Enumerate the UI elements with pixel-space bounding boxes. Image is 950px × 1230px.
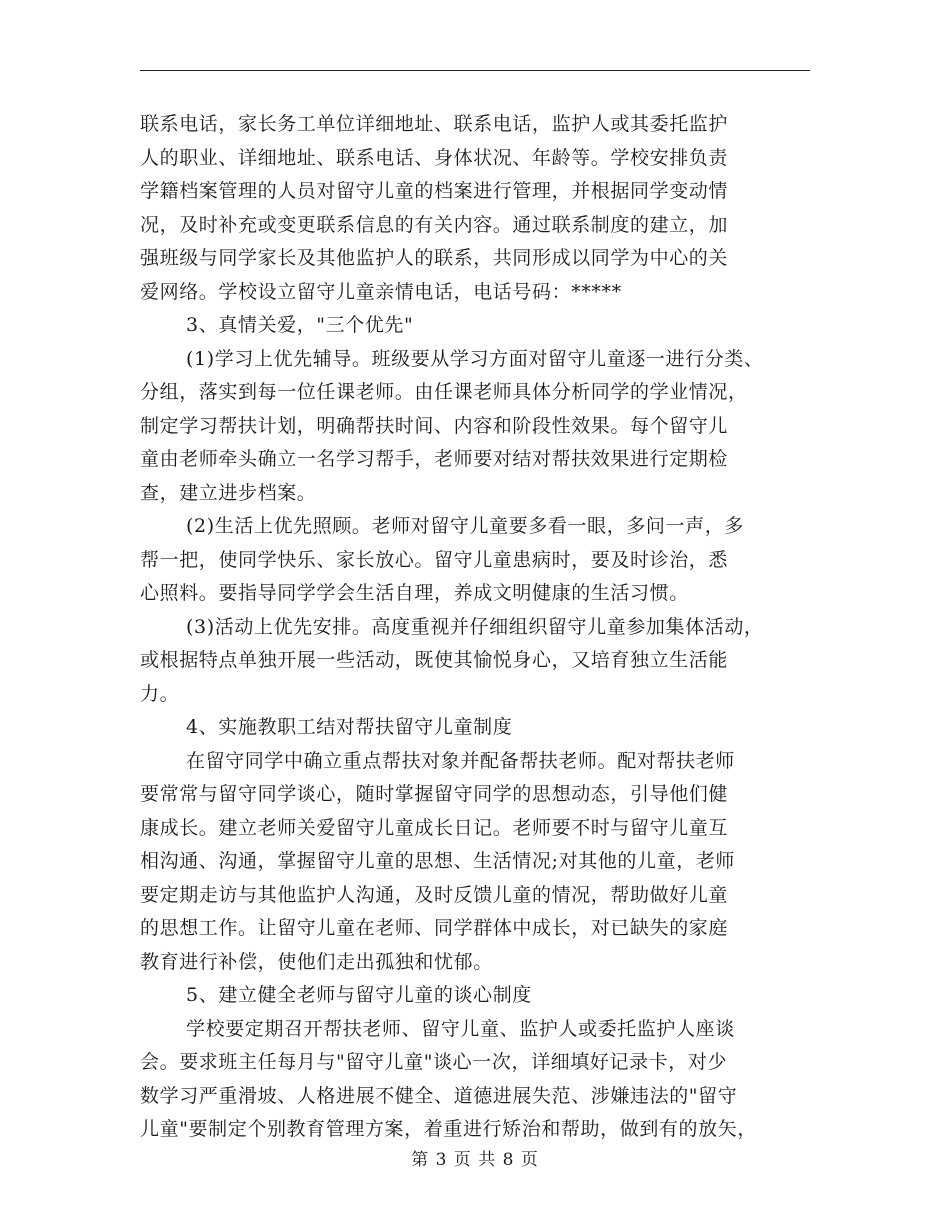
page-number-label: 第 3 页 共 8 页 [411, 1150, 539, 1170]
text-line: 帮一把，使同学快乐、家长放心。留守儿童患病时，要及时诊治，悉 [140, 548, 729, 571]
document-body [140, 108, 820, 1147]
text-line: 4、实施教职工结对帮扶留守儿童制度 [186, 716, 513, 738]
text-line: 要常常与留守同学谈心，随时掌握留守同学的思想动态，引导他们健 [140, 783, 729, 805]
text-line: (1)学习上优先辅导。班级要从学习方面对留守儿童逐一进行分类、 [186, 347, 764, 370]
text-line: 童由老师牵头确立一名学习帮手，老师要对结对帮扶效果进行定期检 [140, 448, 729, 470]
text-line: 制定学习帮扶计划，明确帮扶时间、内容和阶段性效果。每个留守儿 [140, 414, 729, 437]
header-rule [140, 70, 810, 71]
text-line: 教育进行补偿，使他们走出孤独和忧郁。 [140, 950, 493, 973]
text-line: 会。要求班主任每月与"留守儿童"谈心一次，详细填好记录卡，对少 [140, 1051, 728, 1073]
text-line: 相沟通、沟通，掌握留守儿童的思想、生活情况;对其他的儿童，老师 [140, 850, 736, 872]
page-footer [0, 1145, 950, 1170]
text-line: 心照料。要指导同学学会生活自理，养成文明健康的生活习惯。 [140, 582, 689, 604]
text-line: 在留守同学中确立重点帮扶对象并配备帮扶老师。配对帮扶老师 [186, 749, 735, 772]
text-line: 人的职业、详细地址、联系电话、身体状况、年龄等。学校安排负责 [140, 146, 729, 169]
text-line: 联系电话，家长务工单位详细地址、联系电话，监护人或其委托监护 [140, 113, 729, 135]
text-line: 况，及时补充或变更联系信息的有关内容。通过联系制度的建立，加 [140, 213, 729, 236]
text-line: 儿童"要制定个别教育管理方案，着重进行矫治和帮助，做到有的放矢， [140, 1118, 757, 1140]
text-line: 5、建立健全老师与留守儿童的谈心制度 [186, 984, 532, 1006]
text-line: 学校要定期召开帮扶老师、留守儿童、监护人或委托监护人座谈 [186, 1017, 735, 1040]
text-line: (2)生活上优先照顾。老师对留守儿童要多看一眼，多问一声，多 [186, 515, 744, 537]
text-line: 爱网络。学校设立留守儿童亲情电话，电话号码：***** [140, 280, 622, 303]
text-line: 要定期走访与其他监护人沟通，及时反馈儿童的情况，帮助做好儿童 [140, 883, 729, 906]
text-line: 康成长。建立老师关爱留守儿童成长日记。老师要不时与留守儿童互 [140, 816, 729, 839]
text-line: 的思想工作。让留守儿童在老师、同学群体中成长，对已缺失的家庭 [140, 917, 729, 939]
text-line: 学籍档案管理的人员对留守儿童的档案进行管理，并根据同学变动情 [140, 180, 729, 202]
text-line: 查，建立进步档案。 [140, 481, 317, 504]
text-line: 分组，落实到每一位任课老师。由任课老师具体分析同学的学业情况， [140, 381, 748, 403]
text-line: (3)活动上优先安排。高度重视并仔细组织留守儿童参加集体活动， [186, 615, 764, 638]
text-line: 或根据特点单独开展一些活动，既使其愉悦身心，又培育独立生活能 [140, 649, 729, 671]
text-line: 3、真情关爱，"三个优先" [186, 314, 414, 336]
text-line: 强班级与同学家长及其他监护人的联系，共同形成以同学为中心的关 [140, 247, 729, 269]
text-line: 力。 [140, 682, 180, 705]
text-line: 数学习严重滑坡、人格进展不健全、道德进展失范、涉嫌违法的"留守 [140, 1084, 738, 1107]
